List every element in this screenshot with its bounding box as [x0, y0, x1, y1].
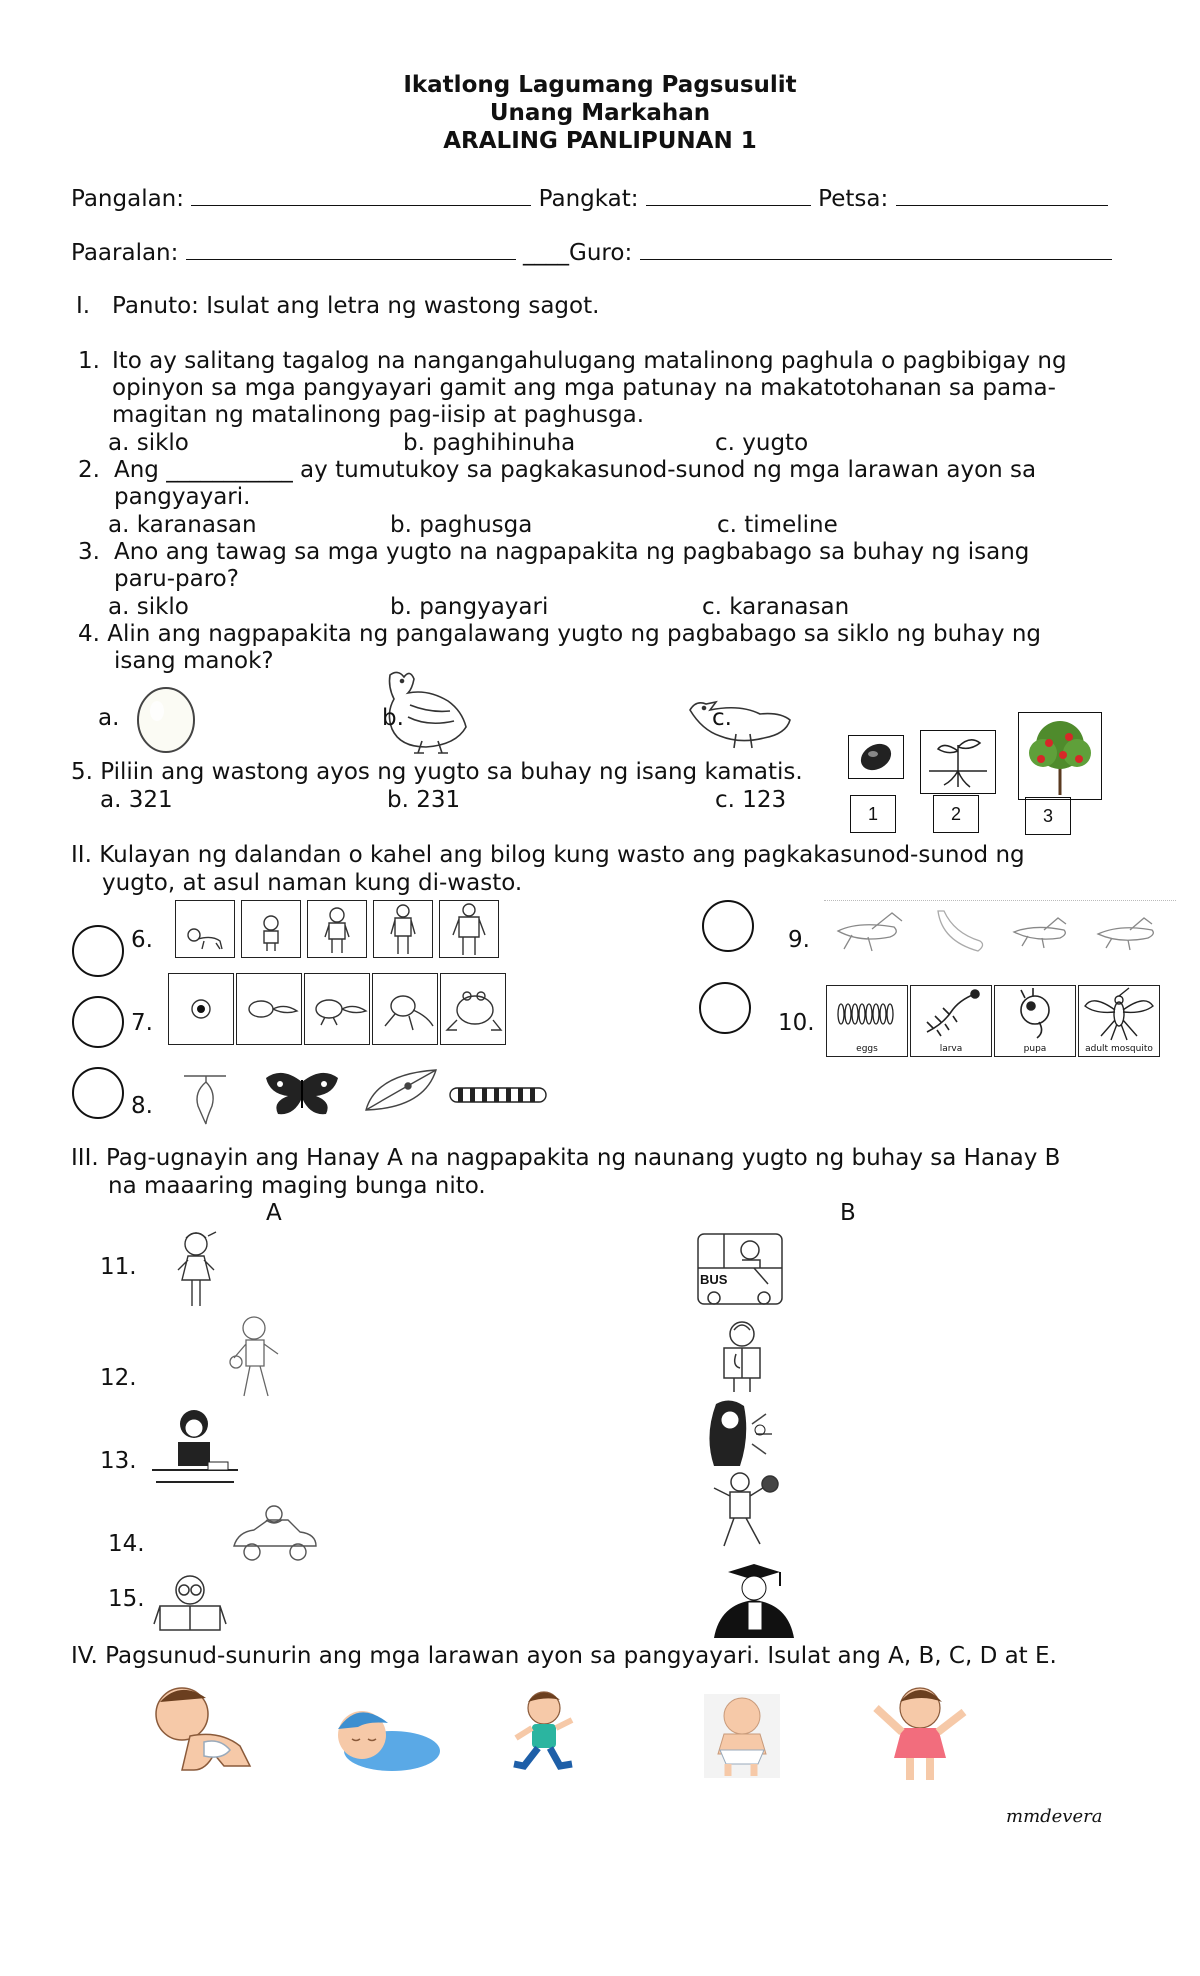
- title-line-2: Unang Markahan: [489, 100, 711, 126]
- item-6-number: 6.: [131, 927, 153, 953]
- adult-icon: [439, 900, 499, 958]
- tomato-box-3: 3: [1025, 797, 1071, 835]
- toddler-walking-icon: [862, 1680, 982, 1784]
- q2-choice-b: b. paghusga: [390, 512, 533, 538]
- q3-choice-c: c. karanasan: [702, 594, 850, 620]
- q2-line-2: pangyayari.: [114, 484, 251, 510]
- signature: mmdevera: [1006, 1806, 1103, 1827]
- item-13-number: 13.: [100, 1448, 137, 1474]
- toddler-icon: [241, 900, 301, 958]
- frog-egg-icon: [168, 973, 234, 1045]
- q2-number: 2.: [78, 457, 100, 483]
- item-15-number: 15.: [108, 1586, 145, 1612]
- graduate-icon: [708, 1562, 798, 1638]
- doctor-icon: [708, 1318, 778, 1392]
- q3-line-1: Ano ang tawag sa mga yugto na nagpapakita ng pagbabago sa buhay ng isang: [114, 539, 1030, 565]
- q3-number: 3.: [78, 539, 100, 565]
- grasshopper-nymph-icon: [1008, 912, 1078, 952]
- q5-choice-a: a. 321: [100, 787, 173, 813]
- baby-diaper-icon: [700, 1690, 784, 1782]
- toy-car-icon: [230, 1500, 320, 1566]
- q1-number: 1.: [78, 348, 100, 374]
- child-icon: [307, 900, 367, 958]
- q1-choice-c: c. yugto: [715, 430, 809, 456]
- mosquito-life-sequence: [826, 985, 1160, 1057]
- mosquito-pupa-icon: [994, 985, 1076, 1057]
- column-b-label: B: [840, 1200, 856, 1226]
- q3-choice-b: b. pangyayari: [390, 594, 549, 620]
- part1-instruction: Panuto: Isulat ang letra ng wastong sagot.: [112, 293, 600, 319]
- woman-singer-icon: [696, 1396, 780, 1470]
- tadpole-legs-icon: [304, 973, 370, 1045]
- adult-mosquito-label: adult mosquito: [1085, 1044, 1153, 1054]
- part2-line-2: yugto, at asul naman kung di-wasto.: [102, 870, 523, 896]
- froglet-icon: [372, 973, 438, 1045]
- q2-choice-a: a. karanasan: [108, 512, 257, 538]
- grasshopper-egg-icon: [930, 905, 990, 955]
- teacher-underline: ____: [523, 240, 570, 266]
- date-blank[interactable]: [896, 183, 1108, 206]
- school-label: Paaralan:: [71, 240, 179, 266]
- egg-icon: [135, 683, 197, 753]
- pupa-label: pupa: [1023, 1044, 1047, 1054]
- mosquito-larva-icon: [910, 985, 992, 1057]
- eggs-label: eggs: [856, 1044, 878, 1054]
- frog-icon: [440, 973, 506, 1045]
- larva-label: larva: [939, 1044, 963, 1054]
- q2-post: ay tumutukoy sa pagkakasunod-sunod ng mga larawan ayon sa: [300, 457, 1037, 483]
- tomato-box-1: 1: [850, 795, 896, 833]
- q3-line-2: paru-paro?: [114, 566, 239, 592]
- column-a-label: A: [266, 1200, 282, 1226]
- item-9-number: 9.: [788, 927, 810, 953]
- q2-choice-c: c. timeline: [717, 512, 838, 538]
- sprout-icon: [920, 730, 996, 794]
- item-14-number: 14.: [108, 1531, 145, 1557]
- tomato-box-2: 2: [933, 795, 979, 833]
- q5-choice-c: c. 123: [715, 787, 787, 813]
- answer-circle-6[interactable]: [72, 925, 124, 977]
- q1-choice-a: a. siklo: [108, 430, 189, 456]
- basketball-player-icon: [706, 1470, 782, 1550]
- leaf-egg-icon: [362, 1066, 440, 1116]
- baby-crawl-icon: [175, 900, 235, 958]
- butterfly-icon: [262, 1072, 342, 1118]
- child-reading-icon: [150, 1572, 230, 1634]
- title-line-1: Ikatlong Lagumang Pagsusulit: [403, 72, 797, 98]
- bus-driver-icon: [694, 1228, 786, 1308]
- chick-icon: [686, 690, 796, 750]
- grasshopper-divider: [824, 900, 1176, 903]
- frog-life-sequence: [168, 973, 506, 1045]
- school-field-row: [71, 237, 1112, 267]
- answer-circle-8[interactable]: [72, 1067, 124, 1119]
- item-10-number: 10.: [778, 1010, 815, 1036]
- answer-circle-7[interactable]: [72, 996, 124, 1048]
- boy-running-icon: [492, 1688, 592, 1780]
- teen-icon: [373, 900, 433, 958]
- human-growth-sequence: [175, 900, 499, 958]
- tadpole-icon: [236, 973, 302, 1045]
- grasshopper-young-icon: [1092, 912, 1162, 952]
- q4-line-1: 4. Alin ang nagpapakita ng pangalawang yugto ng pagbabago sa siklo ng buhay ng: [78, 621, 1041, 647]
- chrysalis-icon: [180, 1070, 230, 1126]
- part4-instruction: IV. Pagsunud-sunurin ang mga larawan ayon sa pangyayari. Isulat ang A, B, C, D at E.: [71, 1643, 1057, 1669]
- q1-line-1: Ito ay salitang tagalog na nangangahulugang matalinong paghula o pagbibigay ng: [112, 348, 1067, 374]
- part3-line-2: na maaaring maging bunga nito.: [108, 1173, 486, 1199]
- q2-blank: ___________: [166, 457, 293, 483]
- q1-line-2: opinyon sa mga pangyayari gamit ang mga patunay na makatotohanan sa pama-: [112, 375, 1056, 401]
- q3-choice-a: a. siklo: [108, 594, 189, 620]
- grasshopper-adult-icon: [832, 905, 912, 955]
- q4-choice-a: a.: [98, 705, 120, 731]
- student-desk-icon: [152, 1406, 238, 1486]
- boy-ball-icon: [226, 1312, 286, 1402]
- part1-numeral: I.: [76, 293, 91, 319]
- bus-label: BUS: [700, 1272, 728, 1287]
- item-8-number: 8.: [131, 1093, 153, 1119]
- part3-line-1: III. Pag-ugnayin ang Hanay A na nagpapakita ng naunang yugto ng buhay sa Hanay B: [71, 1145, 1061, 1171]
- date-label: Petsa:: [818, 186, 889, 212]
- mosquito-eggs-icon: [826, 985, 908, 1057]
- item-7-number: 7.: [131, 1010, 153, 1036]
- answer-circle-9[interactable]: [702, 900, 754, 952]
- name-field-row: [71, 183, 1108, 213]
- q2-line-1: [114, 456, 1036, 484]
- name-blank[interactable]: [191, 183, 531, 206]
- item-11-number: 11.: [100, 1254, 137, 1280]
- item-12-number: 12.: [100, 1365, 137, 1391]
- group-blank[interactable]: [646, 183, 811, 206]
- q4-line-2: isang manok?: [114, 648, 274, 674]
- name-label: Pangalan:: [71, 186, 185, 212]
- school-blank[interactable]: [186, 237, 516, 260]
- baby-crawling-icon: [142, 1680, 258, 1776]
- seed-icon: [848, 735, 904, 779]
- adult-mosquito-icon: [1078, 985, 1160, 1057]
- q1-choice-b: b. paghihinuha: [403, 430, 576, 456]
- q2-pre: Ang: [114, 457, 159, 483]
- q5-line-1: 5. Piliin ang wastong ayos ng yugto sa buhay ng isang kamatis.: [71, 759, 803, 785]
- tomato-plant-icon: [1018, 712, 1102, 800]
- sleeping-baby-icon: [322, 1695, 442, 1775]
- title-line-3: ARALING PANLIPUNAN 1: [443, 128, 757, 154]
- group-label: Pangkat:: [538, 186, 639, 212]
- q4-choice-b: b.: [382, 705, 404, 731]
- part2-line-1: II. Kulayan ng dalandan o kahel ang bilog kung wasto ang pagkakasunod-sunod ng: [71, 842, 1025, 868]
- q4-choice-c: c.: [712, 705, 732, 731]
- girl-icon: [170, 1228, 224, 1312]
- teacher-label: Guro:: [569, 240, 633, 266]
- q5-choice-b: b. 231: [387, 787, 461, 813]
- teacher-blank[interactable]: [640, 237, 1112, 260]
- caterpillar-icon: [446, 1080, 556, 1110]
- answer-circle-10[interactable]: [699, 982, 751, 1034]
- q1-line-3: magitan ng matalinong pag-iisip at paghusga.: [112, 402, 645, 428]
